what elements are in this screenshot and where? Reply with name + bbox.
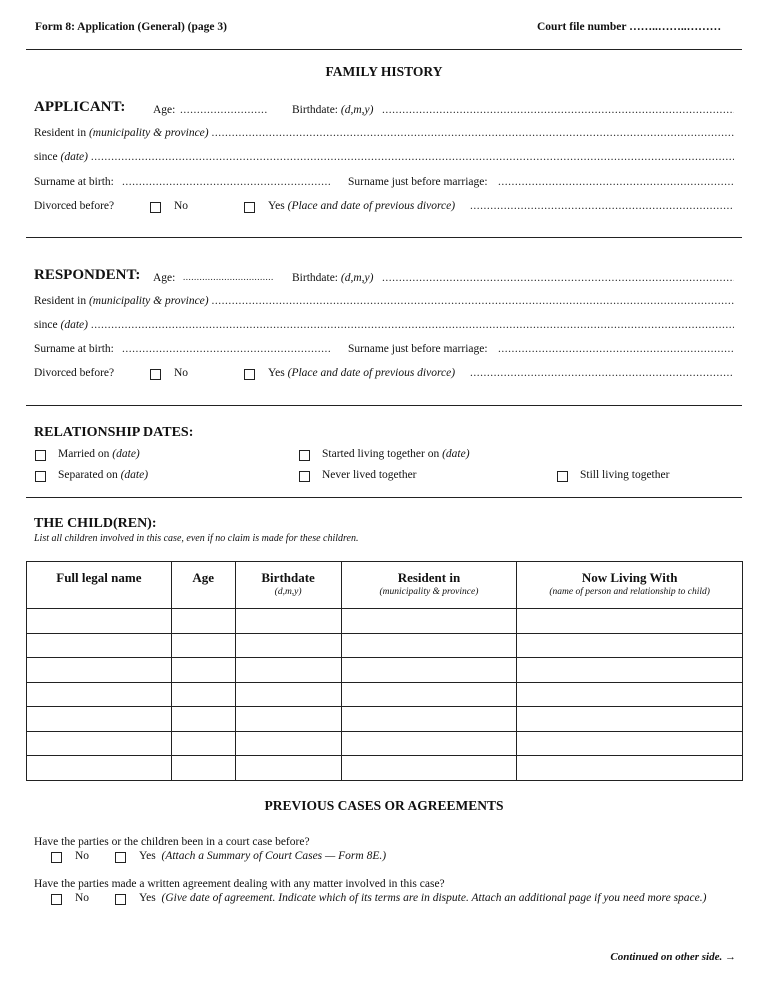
cell-full-legal-name[interactable] (27, 682, 172, 707)
agreement-no-label: No (75, 892, 90, 904)
respondent-birthdate-field[interactable] (382, 272, 734, 287)
children-heading: THE CHILD(REN): (34, 516, 157, 531)
applicant-since-field[interactable] (91, 151, 734, 166)
cell-resident-in[interactable] (341, 658, 517, 683)
cell-now-living-with[interactable] (517, 707, 743, 732)
respondent-since-label: since (date) (34, 319, 88, 331)
form-title: Form 8: Application (General) (page 3) (35, 21, 227, 33)
divider (26, 405, 742, 406)
agreement-yes-label: Yes (Give date of agreement. Indicate which of its terms are in dispute. Attach an additional page if you need more space.) (139, 892, 707, 904)
divider (26, 237, 742, 238)
cell-resident-in[interactable] (341, 756, 517, 781)
continued-note: Continued on other side. → (610, 951, 736, 963)
cell-birthdate[interactable] (235, 658, 341, 683)
applicant-resident-label: Resident in (municipality & province) (34, 127, 209, 139)
respondent-surname-birth-field[interactable] (122, 343, 330, 358)
respondent-divorced-yes-checkbox[interactable] (244, 369, 255, 380)
respondent-since-row (34, 319, 734, 335)
divider (26, 49, 742, 50)
applicant-divorced-no-label: No (174, 200, 189, 212)
table-row (27, 658, 743, 683)
column-header-birthdate: Birthdate (d,m,y) (235, 562, 341, 609)
cell-now-living-with[interactable] (517, 633, 743, 658)
cell-resident-in[interactable] (341, 682, 517, 707)
applicant-divorced-label: Divorced before? (34, 200, 115, 212)
applicant-age-label: Age: (153, 104, 176, 116)
cell-full-legal-name[interactable] (27, 609, 172, 634)
cell-full-legal-name[interactable] (27, 658, 172, 683)
cell-full-legal-name[interactable] (27, 731, 172, 756)
respondent-since-field[interactable] (91, 319, 734, 334)
cell-now-living-with[interactable] (517, 731, 743, 756)
divider (26, 497, 742, 498)
still-living-together-checkbox[interactable] (557, 471, 568, 482)
cell-resident-in[interactable] (341, 609, 517, 634)
cell-birthdate[interactable] (235, 609, 341, 634)
respondent-heading: RESPONDENT: (34, 267, 141, 283)
never-lived-together-checkbox[interactable] (299, 471, 310, 482)
cell-resident-in[interactable] (341, 731, 517, 756)
cell-now-living-with[interactable] (517, 682, 743, 707)
relationship-heading: RELATIONSHIP DATES: (34, 425, 194, 440)
respondent-divorced-no-checkbox[interactable] (150, 369, 161, 380)
cell-birthdate[interactable] (235, 707, 341, 732)
court-file-number (537, 21, 721, 33)
table-row (27, 609, 743, 634)
never-lived-together-label: Never lived together (322, 469, 417, 481)
arrow-right-icon: → (725, 951, 736, 963)
court-case-no-label: No (75, 850, 90, 862)
respondent-resident-row (34, 295, 734, 311)
cell-full-legal-name[interactable] (27, 707, 172, 732)
agreement-yes-checkbox[interactable] (115, 894, 126, 905)
previous-cases-title: PREVIOUS CASES OR AGREEMENTS (264, 798, 504, 813)
table-row (27, 682, 743, 707)
applicant-age-field[interactable] (180, 104, 268, 119)
cell-birthdate[interactable] (235, 731, 341, 756)
respondent-surname-marriage-label: Surname just before marriage: (348, 343, 488, 355)
married-checkbox[interactable] (35, 450, 46, 461)
separated-label: Separated on (date) (58, 469, 149, 481)
respondent-divorced-label: Divorced before? (34, 367, 115, 379)
applicant-divorced-yes-label: Yes (Place and date of previous divorce) (268, 200, 456, 212)
applicant-divorced-yes-checkbox[interactable] (244, 202, 255, 213)
agreement-question: Have the parties made a written agreement dealing with any matter involved in this case? (34, 878, 445, 890)
cell-resident-in[interactable] (341, 633, 517, 658)
column-header-age: Age (171, 562, 235, 609)
court-file-field[interactable]: ……..……..……… (629, 21, 722, 33)
applicant-surname-marriage-field[interactable] (498, 176, 734, 191)
applicant-surname-birth-field[interactable] (122, 176, 330, 191)
applicant-birthdate-field[interactable] (382, 104, 734, 119)
respondent-resident-field[interactable] (211, 295, 734, 310)
cell-age[interactable] (171, 658, 235, 683)
respondent-age-label: Age: (153, 272, 176, 284)
cell-resident-in[interactable] (341, 707, 517, 732)
respondent-surname-birth-label: Surname at birth: (34, 343, 114, 355)
applicant-resident-field[interactable] (211, 127, 734, 142)
column-header-resident-in: Resident in (municipality & province) (341, 562, 517, 609)
table-row (27, 707, 743, 732)
cell-now-living-with[interactable] (517, 756, 743, 781)
cell-full-legal-name[interactable] (27, 756, 172, 781)
children-instruction: List all children involved in this case, even if no claim is made for these children. (34, 533, 359, 544)
court-case-no-checkbox[interactable] (51, 852, 62, 863)
table-row (27, 633, 743, 658)
applicant-since-row (34, 151, 734, 167)
cell-birthdate[interactable] (235, 756, 341, 781)
family-history-title: FAMILY HISTORY (325, 64, 443, 79)
cell-age[interactable] (171, 633, 235, 658)
cell-age[interactable] (171, 682, 235, 707)
cell-birthdate[interactable] (235, 682, 341, 707)
applicant-since-label: since (date) (34, 151, 88, 163)
column-header-full-legal-name: Full legal name (27, 562, 172, 609)
respondent-divorce-details-field[interactable] (470, 367, 734, 382)
court-case-yes-label: Yes (Attach a Summary of Court Cases — Form 8E.) (139, 850, 387, 862)
applicant-divorce-details-field[interactable] (470, 200, 734, 215)
court-file-label: Court file number (537, 21, 630, 33)
court-case-yes-checkbox[interactable] (115, 852, 126, 863)
applicant-surname-birth-label: Surname at birth: (34, 176, 114, 188)
applicant-resident-row (34, 127, 734, 143)
respondent-divorced-no-label: No (174, 367, 189, 379)
cell-age[interactable] (171, 707, 235, 732)
applicant-heading: APPLICANT: (34, 99, 126, 115)
children-table-header (27, 562, 743, 609)
separated-checkbox[interactable] (35, 471, 46, 482)
column-header-now-living-with: Now Living With (name of person and relationship to child) (517, 562, 743, 609)
cell-now-living-with[interactable] (517, 609, 743, 634)
table-row (27, 731, 743, 756)
cell-now-living-with[interactable] (517, 658, 743, 683)
started-living-together-checkbox[interactable] (299, 450, 310, 461)
married-label: Married on (date) (58, 448, 140, 460)
table-row (27, 756, 743, 781)
cell-age[interactable] (171, 756, 235, 781)
applicant-birthdate-label: Birthdate: (d,m,y) (292, 104, 374, 116)
respondent-birthdate-label: Birthdate: (d,m,y) (292, 272, 374, 284)
respondent-divorced-yes-label: Yes (Place and date of previous divorce) (268, 367, 456, 379)
cell-age[interactable] (171, 609, 235, 634)
applicant-divorced-no-checkbox[interactable] (150, 202, 161, 213)
cell-age[interactable] (171, 731, 235, 756)
cell-full-legal-name[interactable] (27, 633, 172, 658)
applicant-surname-marriage-label: Surname just before marriage: (348, 176, 488, 188)
respondent-age-field[interactable] (183, 272, 273, 287)
respondent-surname-marriage-field[interactable] (498, 343, 734, 358)
cell-birthdate[interactable] (235, 633, 341, 658)
still-living-together-label: Still living together (580, 469, 670, 481)
respondent-resident-label: Resident in (municipality & province) (34, 295, 209, 307)
court-case-question: Have the parties or the children been in a court case before? (34, 836, 310, 848)
children-table (26, 561, 743, 781)
agreement-no-checkbox[interactable] (51, 894, 62, 905)
started-living-together-label: Started living together on (date) (322, 448, 470, 460)
